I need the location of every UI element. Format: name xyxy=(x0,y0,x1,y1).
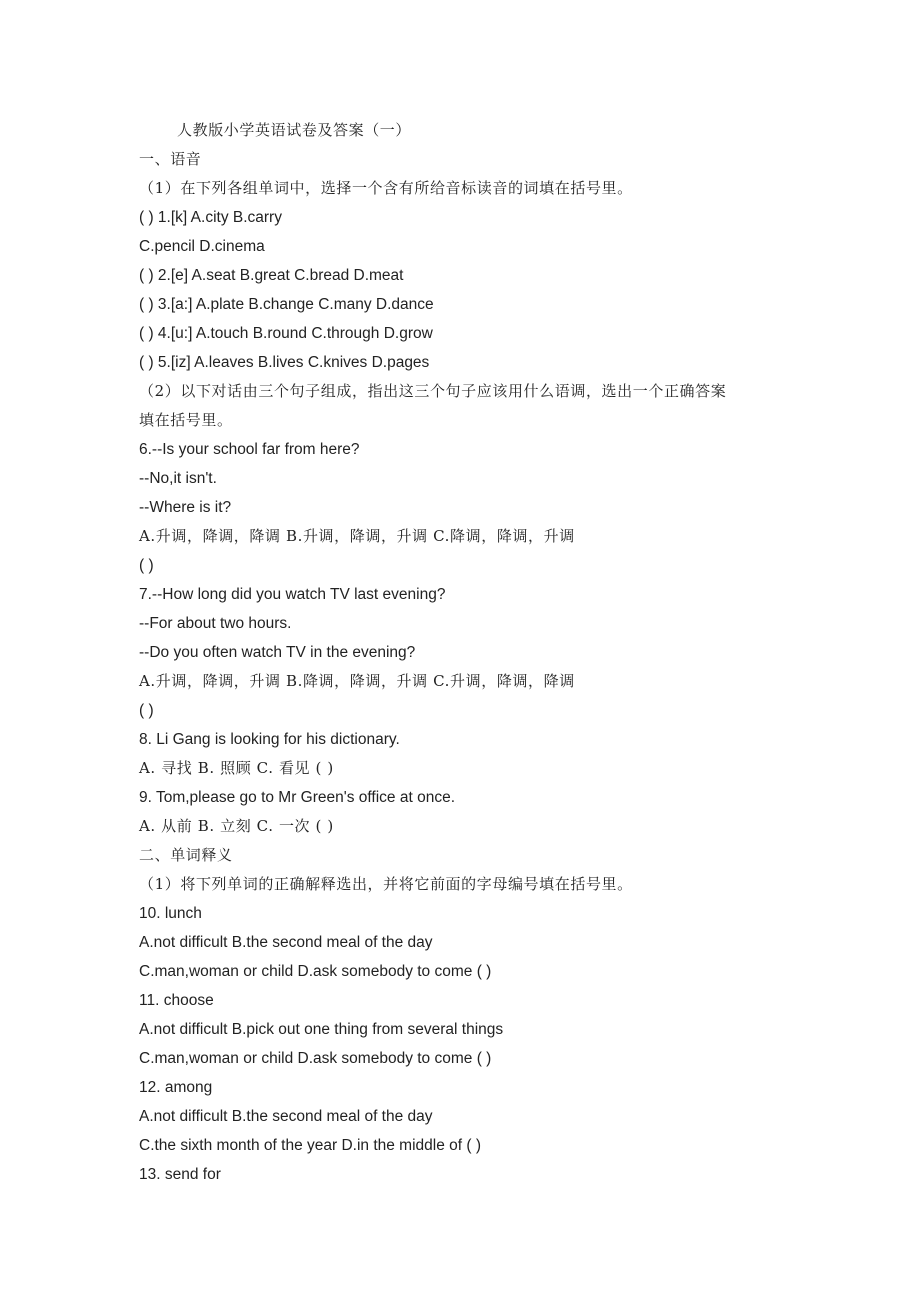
question-9: 9. Tom,please go to Mr Green's office at once. xyxy=(139,789,456,806)
question-12-options-a-b: A.not difficult B.the second meal of the day xyxy=(139,1108,433,1125)
question-9-options: A. 从前 B. 立刻 C. 一次 ( ) xyxy=(139,817,334,835)
section-heading-phonetics: 一、语音 xyxy=(139,150,202,168)
question-7-options: A.升调，降调，升调 B.降调，降调，升调 C.升调，降调，降调 xyxy=(139,672,575,690)
instruction-part-2: （2）以下对话由三个句子组成，指出这三个句子应该用什么语调，选出一个正确答案 xyxy=(139,382,727,400)
question-7-line-1: 7.--How long did you watch TV last evening? xyxy=(139,586,446,603)
question-3: ( ) 3.[a:] A.plate B.change C.many D.dance xyxy=(139,296,434,313)
question-6-line-2: --No,it isn't. xyxy=(139,470,217,487)
question-4: ( ) 4.[u:] A.touch B.round C.through D.grow xyxy=(139,325,433,342)
section-heading-vocabulary: 二、单词释义 xyxy=(139,846,233,864)
question-13: 13. send for xyxy=(139,1166,221,1183)
question-12: 12. among xyxy=(139,1079,213,1096)
question-10-options-c-d: C.man,woman or child D.ask somebody to come ( ) xyxy=(139,963,492,980)
question-1-options: C.pencil D.cinema xyxy=(139,238,265,255)
instruction-part-2-continued: 填在括号里。 xyxy=(139,411,233,429)
question-2: ( ) 2.[e] A.seat B.great C.bread D.meat xyxy=(139,267,404,284)
question-8: 8. Li Gang is looking for his dictionary. xyxy=(139,731,400,748)
question-11: 11. choose xyxy=(139,992,214,1009)
question-10-options-a-b: A.not difficult B.the second meal of the day xyxy=(139,934,433,951)
instruction-part-1: （1）在下列各组单词中，选择一个含有所给音标读音的词填在括号里。 xyxy=(139,179,633,197)
question-6-line-3: --Where is it? xyxy=(139,499,232,516)
question-7-line-3: --Do you often watch TV in the evening? xyxy=(139,644,416,661)
question-8-options: A. 寻找 B. 照顾 C. 看见 ( ) xyxy=(139,759,334,777)
instruction-vocabulary: （1）将下列单词的正确解释选出，并将它前面的字母编号填在括号里。 xyxy=(139,875,633,893)
question-5: ( ) 5.[iz] A.leaves B.lives C.knives D.pages xyxy=(139,354,430,371)
question-6-answer-blank: ( ) xyxy=(139,557,154,574)
question-7-answer-blank: ( ) xyxy=(139,702,154,719)
exam-document xyxy=(139,116,779,1189)
question-1: ( ) 1.[k] A.city B.carry xyxy=(139,209,282,226)
document-title: 人教版小学英语试卷及答案（一） xyxy=(177,121,412,139)
question-6-line-1: 6.--Is your school far from here? xyxy=(139,441,360,458)
question-11-options-c-d: C.man,woman or child D.ask somebody to come ( ) xyxy=(139,1050,492,1067)
question-7-line-2: --For about two hours. xyxy=(139,615,292,632)
question-6-options: A.升调，降调，降调 B.升调，降调，升调 C.降调，降调，升调 xyxy=(139,527,575,545)
question-10: 10. lunch xyxy=(139,905,202,922)
question-11-options-a-b: A.not difficult B.pick out one thing from several things xyxy=(139,1021,504,1038)
question-12-options-c-d: C.the sixth month of the year D.in the middle of ( ) xyxy=(139,1137,482,1154)
